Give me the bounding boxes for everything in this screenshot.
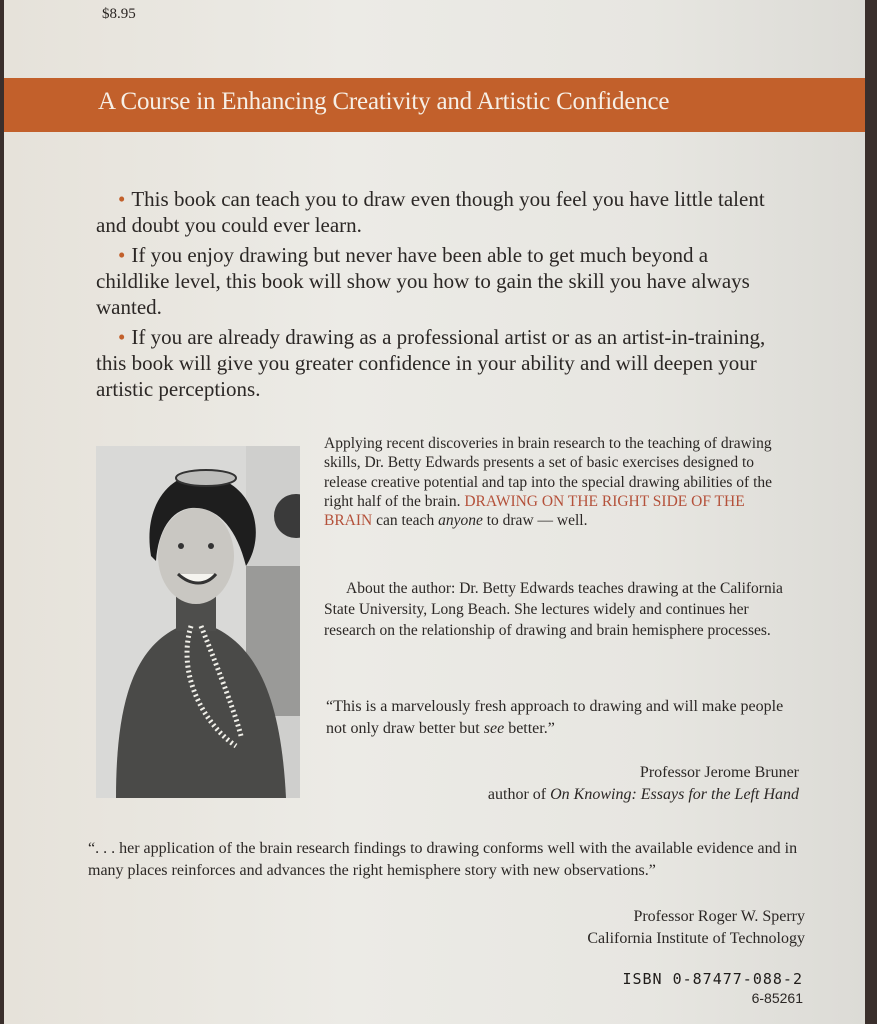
bullet-dot-icon: •	[118, 187, 126, 211]
isbn-number: ISBN 0-87477-088-2	[622, 970, 803, 988]
bullet-dot-icon: •	[118, 325, 126, 349]
quote-bruner: “This is a marvelously fresh approach to drawing and will make people not only draw better but see better.”	[326, 698, 784, 737]
author-photo	[96, 446, 300, 798]
book-back-cover	[4, 0, 865, 1024]
book-description: Applying recent discoveries in brain research to the teaching of drawing skills, Dr. Betty Edwards presents a set of basic exercises designed to release creative potential and tap into the special drawing abilities of the right half of the brain. DRAWING ON THE RIGHT SIDE OF THE BRAIN can teach anyone to draw — well.	[324, 435, 773, 530]
quote-bruner-attribution: Professor Jerome Bruner author of On Knowing: Essays for the Left Hand	[487, 764, 799, 803]
quote-sperry-attribution: Professor Roger W. Sperry California Institute of Technology	[587, 908, 805, 947]
price-label: $8.95	[102, 6, 136, 22]
author-portrait-illustration	[96, 446, 300, 798]
catalog-code: 6-85261	[751, 990, 803, 1006]
bullet-item: • This book can teach you to draw even though you feel you have little talent and doubt you could ever learn.	[96, 187, 765, 237]
bullet-list	[96, 186, 786, 406]
bullet-dot-icon: •	[118, 243, 126, 267]
bullet-item: • If you enjoy drawing but never have been able to get much beyond a childlike level, this book will show you how to gain the skill you have always wanted.	[96, 243, 750, 319]
book-title-highlight: DRAWING ON THE RIGHT SIDE OF THE BRAIN	[324, 492, 745, 530]
banner-title: A Course in Enhancing Creativity and Artistic Confidence	[98, 88, 670, 115]
quote-sperry: “. . . her application of the brain research findings to drawing conforms well with the available evidence and in many places reinforces and advances the right hemisphere story with new observations.”	[88, 840, 798, 879]
bullet-item: • If you are already drawing as a professional artist or as an artist-in-training, this book will give you greater confidence in your ability and will deepen your artistic perceptions.	[96, 325, 766, 401]
about-author: About the author: Dr. Betty Edwards teaches drawing at the California State University, Long Beach. She lectures widely and continues her research on the relationship of drawing and brain hemisphere processes.	[324, 580, 783, 639]
